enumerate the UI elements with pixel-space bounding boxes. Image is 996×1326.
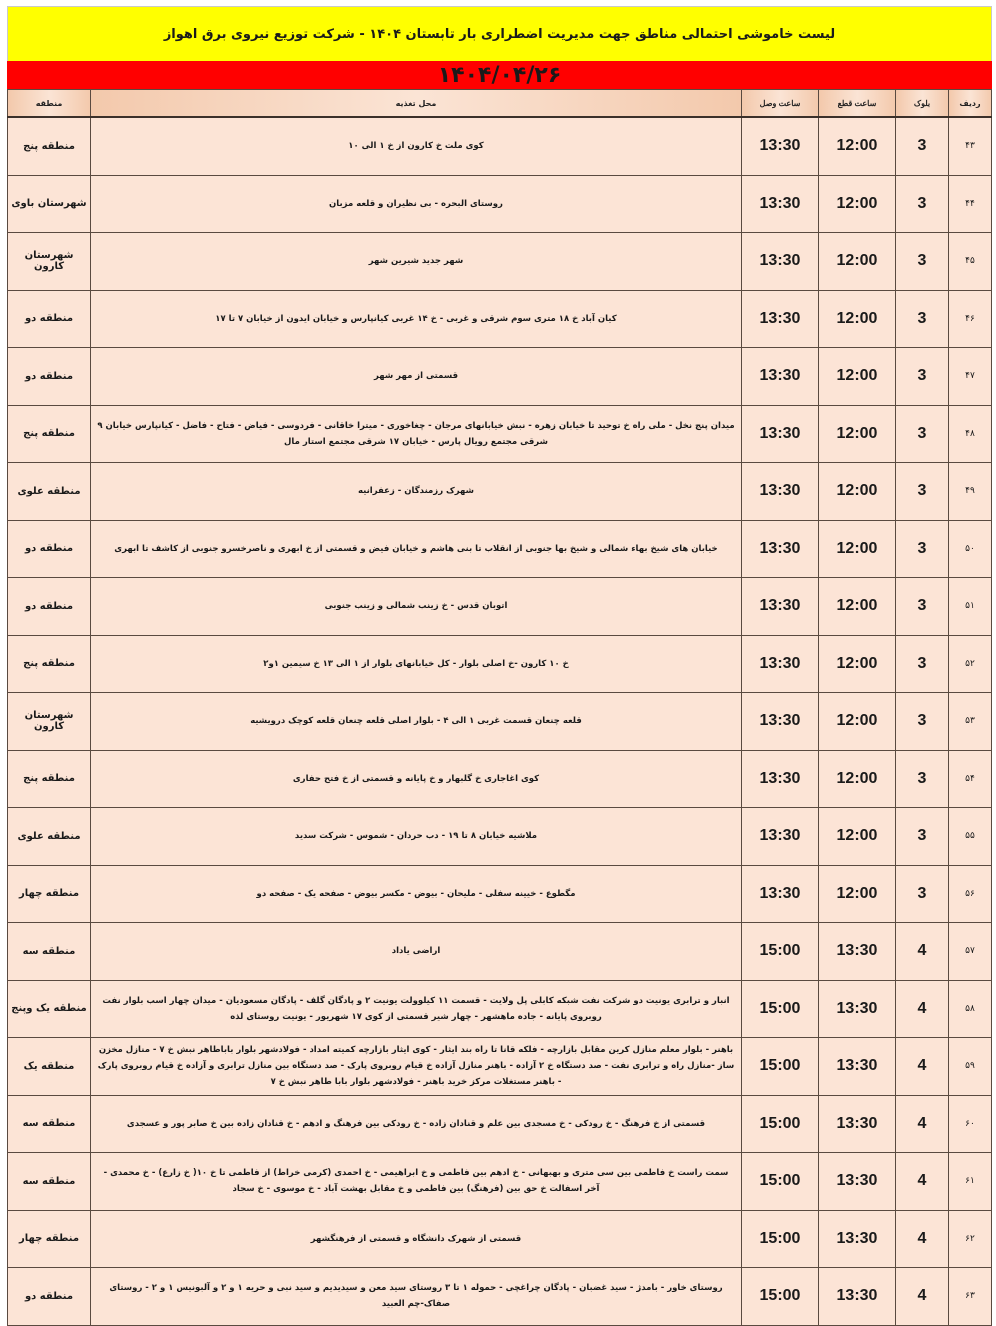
- connect-time: 15:00: [742, 923, 819, 981]
- connect-time: 13:30: [742, 348, 819, 406]
- row-number: ۵۴: [949, 750, 992, 808]
- region-name: منطقه سه: [8, 1153, 91, 1211]
- connect-time: 13:30: [742, 578, 819, 636]
- table-body: [8, 117, 992, 1325]
- block-number: 4: [896, 1210, 949, 1268]
- connect-time: 15:00: [742, 1210, 819, 1268]
- table-row: [8, 693, 992, 751]
- block-number: 3: [896, 405, 949, 463]
- block-number: 3: [896, 233, 949, 291]
- region-name: منطقه سه: [8, 923, 91, 981]
- cut-time: 12:00: [819, 693, 896, 751]
- connect-time: 13:30: [742, 405, 819, 463]
- table-row: [8, 463, 992, 521]
- row-number: ۶۰: [949, 1095, 992, 1153]
- table-row: [8, 348, 992, 406]
- cut-time: 12:00: [819, 578, 896, 636]
- region-name: شهرستان کارون: [8, 233, 91, 291]
- region-name: منطقه علوی: [8, 463, 91, 521]
- row-number: ۴۵: [949, 233, 992, 291]
- row-number: ۴۳: [949, 117, 992, 175]
- table-row: [8, 808, 992, 866]
- block-number: 3: [896, 463, 949, 521]
- table-row: [8, 1095, 992, 1153]
- feed-location: خیابان های شیخ بهاء شمالی و شیخ بها جنوبی از انقلاب تا بنی هاشم و خیابان فیض و قسمتی از خ ابهری و ناصرخسرو جنوبی از کاشف تا ابهری: [91, 520, 742, 578]
- row-number: ۴۶: [949, 290, 992, 348]
- block-number: 3: [896, 520, 949, 578]
- block-number: 4: [896, 1153, 949, 1211]
- feed-location: شهر جدید شیرین شهر: [91, 233, 742, 291]
- feed-location: قلعه چنعان قسمت غربی ۱ الی ۴ - بلوار اصلی قلعه چنعان قلعه کوچک درویشیه: [91, 693, 742, 751]
- connect-time: 15:00: [742, 980, 819, 1038]
- region-name: منطقه دو: [8, 520, 91, 578]
- block-number: 3: [896, 635, 949, 693]
- region-name: منطقه پنج: [8, 405, 91, 463]
- connect-time: 13:30: [742, 463, 819, 521]
- connect-time: 13:30: [742, 233, 819, 291]
- column-header-place: محل تغذیه: [91, 90, 742, 118]
- connect-time: 15:00: [742, 1095, 819, 1153]
- row-number: ۴۹: [949, 463, 992, 521]
- feed-location: خ ۱۰ کارون -خ اصلی بلوار - کل خیابانهای بلوار از ۱ الی ۱۳ خ سیمین ۱و۲: [91, 635, 742, 693]
- connect-time: 13:30: [742, 865, 819, 923]
- cut-time: 13:30: [819, 1153, 896, 1211]
- feed-location: قسمتی از شهرک دانشگاه و قسمتی از فرهنگشهر: [91, 1210, 742, 1268]
- block-number: 4: [896, 980, 949, 1038]
- cut-time: 12:00: [819, 750, 896, 808]
- cut-time: 12:00: [819, 290, 896, 348]
- outage-table: [7, 89, 992, 1326]
- row-number: ۵۹: [949, 1038, 992, 1096]
- table-row: [8, 1153, 992, 1211]
- block-number: 3: [896, 290, 949, 348]
- row-number: ۴۸: [949, 405, 992, 463]
- row-number: ۵۷: [949, 923, 992, 981]
- table-header-row: [8, 90, 992, 118]
- region-name: شهرستان باوی: [8, 175, 91, 233]
- region-name: منطقه دو: [8, 578, 91, 636]
- table-row: [8, 405, 992, 463]
- feed-location: انبار و ترابری یونیت دو شرکت نفت شبکه کابلی پل ولایت - قسمت ۱۱ کیلوولت یونیت ۲ و پادگان گلف - پادگان مسعودیان - میدان چهار اسب بلوار نفت روبروی پایانه - جاده ماهشهر - چهار شیر قسمتی از کوی ۱۷ شهریور - یونیت روستای لذه: [91, 980, 742, 1038]
- feed-location: اتوبان قدس - خ زینب شمالی و زینب جنوبی: [91, 578, 742, 636]
- row-number: ۵۱: [949, 578, 992, 636]
- cut-time: 13:30: [819, 1268, 896, 1326]
- block-number: 3: [896, 175, 949, 233]
- region-name: منطقه دو: [8, 290, 91, 348]
- cut-time: 12:00: [819, 117, 896, 175]
- region-name: منطقه پنج: [8, 117, 91, 175]
- connect-time: 13:30: [742, 290, 819, 348]
- row-number: ۵۰: [949, 520, 992, 578]
- block-number: 4: [896, 1038, 949, 1096]
- table-row: [8, 1268, 992, 1326]
- table-row: [8, 578, 992, 636]
- connect-time: 13:30: [742, 117, 819, 175]
- cut-time: 12:00: [819, 405, 896, 463]
- block-number: 3: [896, 348, 949, 406]
- row-number: ۴۴: [949, 175, 992, 233]
- cut-time: 12:00: [819, 175, 896, 233]
- cut-time: 12:00: [819, 635, 896, 693]
- table-row: [8, 1038, 992, 1096]
- cut-time: 12:00: [819, 233, 896, 291]
- cut-time: 13:30: [819, 1038, 896, 1096]
- cut-time: 13:30: [819, 1210, 896, 1268]
- table-row: [8, 117, 992, 175]
- table-row: [8, 1210, 992, 1268]
- cut-time: 12:00: [819, 865, 896, 923]
- connect-time: 13:30: [742, 635, 819, 693]
- connect-time: 13:30: [742, 175, 819, 233]
- region-name: منطقه پنج: [8, 635, 91, 693]
- connect-time: 13:30: [742, 808, 819, 866]
- feed-location: روستای البحره - بی نظیران و قلعه مزبان: [91, 175, 742, 233]
- feed-location: کوی اغاجاری خ گلبهار و خ پایانه و قسمتی از خ فتح حفاری: [91, 750, 742, 808]
- cut-time: 13:30: [819, 1095, 896, 1153]
- column-header-region: منطقه: [8, 90, 91, 118]
- connect-time: 15:00: [742, 1268, 819, 1326]
- column-header-cut-time: ساعت قطع: [819, 90, 896, 118]
- region-name: شهرستان کارون: [8, 693, 91, 751]
- feed-location: سمت راست خ فاطمی بین سی متری و بهبهانی - خ ادهم بین فاطمی و خ ابراهیمی - خ احمدی (کرمی خراط) از فاطمی تا خ ۱۰( خ زارع) - خ محمدی - آخر اسفالت خ حق بین (فرهنگ) بین فاطمی و خ مقابل بهشت آباد - خ موسوی - خ سجاد: [91, 1153, 742, 1211]
- feed-location: کیان آباد خ ۱۸ متری سوم شرقی و غربی - خ ۱۴ غربی کیانپارس و خیابان ایدون از خیابان ۷ تا ۱۷: [91, 290, 742, 348]
- connect-time: 15:00: [742, 1153, 819, 1211]
- block-number: 3: [896, 750, 949, 808]
- schedule-date: ۱۴۰۴/۰۴/۲۶: [7, 61, 992, 89]
- feed-location: اراضی یاداد: [91, 923, 742, 981]
- feed-location: ملاشیه خیابان ۸ تا ۱۹ - دب حردان - شموس - شرکت سدید: [91, 808, 742, 866]
- block-number: 3: [896, 117, 949, 175]
- region-name: منطقه دو: [8, 1268, 91, 1326]
- block-number: 3: [896, 808, 949, 866]
- region-name: منطقه یک: [8, 1038, 91, 1096]
- region-name: منطقه یک وپنج: [8, 980, 91, 1038]
- table-row: [8, 520, 992, 578]
- cut-time: 12:00: [819, 808, 896, 866]
- column-header-connect-time: ساعت وصل: [742, 90, 819, 118]
- connect-time: 13:30: [742, 520, 819, 578]
- feed-location: کوی ملت خ کارون از خ ۱ الی ۱۰: [91, 117, 742, 175]
- table-row: [8, 865, 992, 923]
- region-name: منطقه سه: [8, 1095, 91, 1153]
- block-number: 3: [896, 865, 949, 923]
- table-row: [8, 635, 992, 693]
- feed-location: میدان پنج نخل - ملی راه خ توحید تا خیابان زهره - نبش خیابانهای مرجان - چغاخوری - میترا خاقانی - فردوسی - فیاض - فتاح - فاضل - کیانپارس خیابان ۹ شرقی مجتمع رویال پارس - خیابان ۱۷ شرقی مجتمع استار مال: [91, 405, 742, 463]
- table-row: [8, 290, 992, 348]
- cut-time: 12:00: [819, 348, 896, 406]
- region-name: منطقه علوی: [8, 808, 91, 866]
- row-number: ۴۷: [949, 348, 992, 406]
- feed-location: باهنر - بلوار معلم منازل کرین مقابل بازارچه - فلکه قانا تا راه بند ایثار - کوی ایثار بازارچه کمیته امداد - فولادشهر بلوار باباطاهر نبش خ ۷ - منازل مخزن ساز -منازل راه و ترابری نفت - صد دستگاه خ ۲ آزاده - باهنر منازل آزاده خ قیام روبروی پارک - صد دستگاه بین منازل ترابری و آزاده خ قیام روبروی پارک - باهنر مستغلات مرکز خرید باهنر - فولادشهر بلوار بابا طاهر نبش خ ۷: [91, 1038, 742, 1096]
- block-number: 4: [896, 1268, 949, 1326]
- table-row: [8, 233, 992, 291]
- region-name: منطقه چهار: [8, 1210, 91, 1268]
- connect-time: 13:30: [742, 693, 819, 751]
- page-title: لیست خاموشی احتمالی مناطق جهت مدیریت اضطراری بار تابستان ۱۴۰۴ - شرکت توزیع نیروی برق اهواز: [7, 6, 992, 61]
- block-number: 4: [896, 923, 949, 981]
- feed-location: مگطوع - خیینه سفلی - ملیحان - بیوض - مکسر بیوض - صفحه یک - صفحه دو: [91, 865, 742, 923]
- row-number: ۶۲: [949, 1210, 992, 1268]
- feed-location: قسمتی از خ فرهنگ - خ رودکی - خ مسجدی بین علم و قنادان زاده - خ رودکی بین فرهنگ و ادهم - خ قنادان زاده بین خ صابر پور و عسجدی: [91, 1095, 742, 1153]
- row-number: ۵۳: [949, 693, 992, 751]
- cut-time: 12:00: [819, 520, 896, 578]
- row-number: ۵۶: [949, 865, 992, 923]
- cut-time: 13:30: [819, 980, 896, 1038]
- row-number: ۶۱: [949, 1153, 992, 1211]
- block-number: 4: [896, 1095, 949, 1153]
- block-number: 3: [896, 578, 949, 636]
- column-header-radif: ردیف: [949, 90, 992, 118]
- cut-time: 12:00: [819, 463, 896, 521]
- table-row: [8, 980, 992, 1038]
- region-name: منطقه دو: [8, 348, 91, 406]
- region-name: منطقه پنج: [8, 750, 91, 808]
- row-number: ۵۸: [949, 980, 992, 1038]
- outage-schedule-sheet: [7, 6, 992, 1326]
- table-row: [8, 175, 992, 233]
- row-number: ۵۵: [949, 808, 992, 866]
- block-number: 3: [896, 693, 949, 751]
- region-name: منطقه چهار: [8, 865, 91, 923]
- column-header-block: بلوک: [896, 90, 949, 118]
- feed-location: شهرک رزمندگان - زعفرانیه: [91, 463, 742, 521]
- cut-time: 13:30: [819, 923, 896, 981]
- row-number: ۵۲: [949, 635, 992, 693]
- connect-time: 15:00: [742, 1038, 819, 1096]
- connect-time: 13:30: [742, 750, 819, 808]
- row-number: ۶۳: [949, 1268, 992, 1326]
- feed-location: روستای خاور - بامدژ - سید غضبان - پادگان چراغچی - حموله ۱ تا ۳ روستای سید معن و سیدیدیم و سید نبی و حریه ۱ و ۲ و آلبونیس ۱ و ۲ - روستای صفاک-چم العبید: [91, 1268, 742, 1326]
- feed-location: قسمتی از مهر شهر: [91, 348, 742, 406]
- table-row: [8, 923, 992, 981]
- table-row: [8, 750, 992, 808]
